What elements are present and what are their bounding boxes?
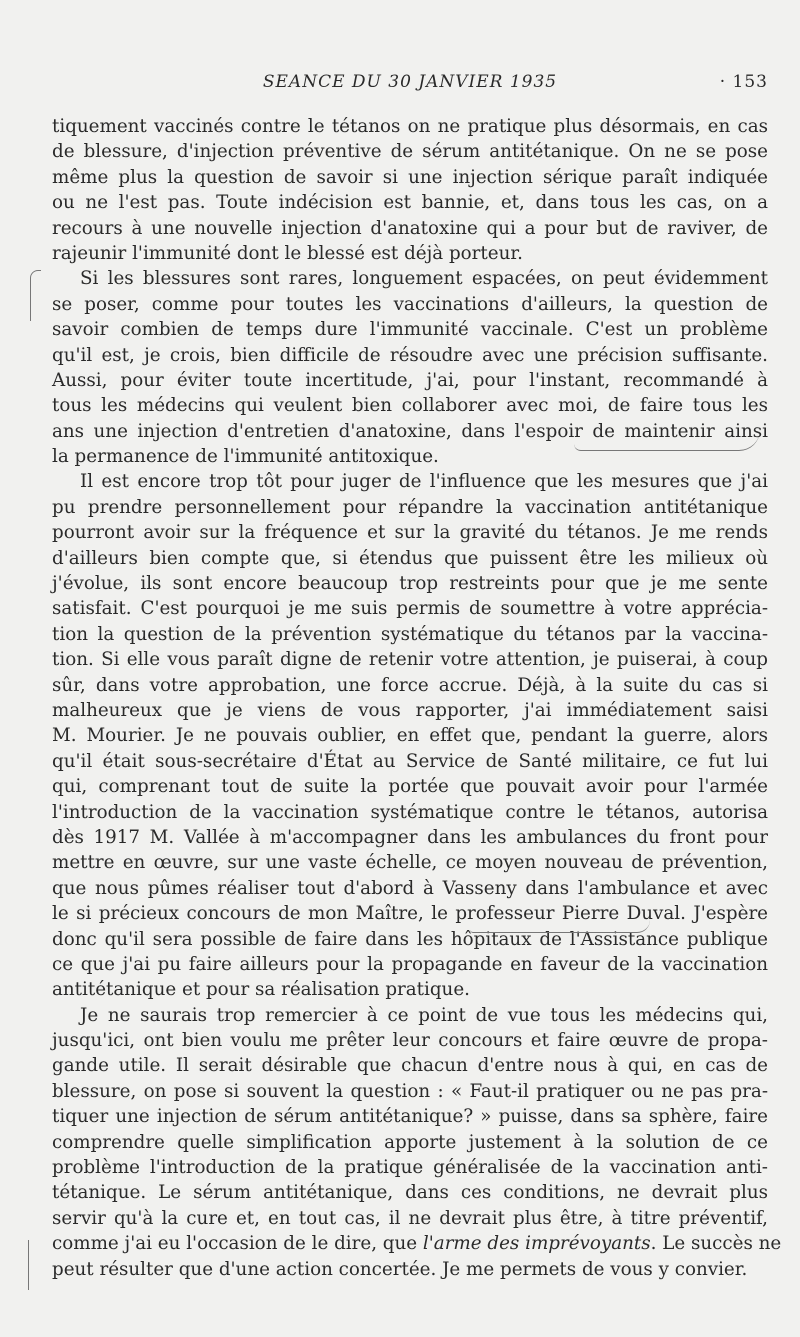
- text-line: pourront avoir sur la fréquence et sur la gravité du tétanos. Je me rends: [52, 522, 768, 544]
- text-line: malheureux que je viens de vous rapporter, j'ai immédiatement saisi: [52, 699, 768, 721]
- running-title: SEANCE DU 30 JANVIER 1935: [262, 72, 558, 92]
- text-line: comprendre quelle simplification apporte justement à la solution de ce: [52, 1131, 768, 1153]
- text-line: donc qu'il sera possible de faire dans les hôpitaux de l'Assistance publique: [52, 928, 768, 950]
- text-segment: . Le succès ne: [650, 1233, 782, 1255]
- text-line: M. Mourier. Je ne pouvais oublier, en effet que, pendant la guerre, alors: [52, 725, 768, 747]
- text-line: blessure, on pose si souvent la question : « Faut-il pratiquer ou ne pas pra-: [52, 1080, 768, 1102]
- text-line: problème l'introduction de la pratique généralisée de la vaccination anti-: [52, 1157, 768, 1179]
- text-line: recours à une nouvelle injection d'anatoxine qui a pour but de raviver, de: [52, 217, 768, 239]
- text-line: tous les médecins qui veulent bien collaborer avec moi, de faire tous les: [52, 395, 768, 417]
- text-line: ce que j'ai pu faire ailleurs pour la propagande en faveur de la vaccination: [52, 953, 768, 975]
- paragraph-1: [52, 114, 768, 266]
- pencil-underline-mark: [574, 430, 760, 451]
- text-line: Je ne saurais trop remercier à ce point de vue tous les médecins qui,: [80, 1004, 768, 1026]
- text-line: tiquement vaccinés contre le tétanos on ne pratique plus désormais, en cas: [52, 116, 768, 137]
- italic-phrase: l'arme des imprévoyants: [422, 1233, 651, 1255]
- text-line: ou ne l'est pas. Toute indécision est bannie, et, dans tous les cas, on a: [52, 192, 768, 214]
- text-line: pu prendre personnellement pour répandre la vaccination antitétanique: [52, 496, 768, 518]
- pencil-underline-mark: [470, 920, 650, 933]
- text-line: peut résulter que d'une action concertée. Je me permets de vous y convier.: [52, 1258, 748, 1280]
- text-line: qu'il est, je crois, bien difficile de résoudre avec une précision suffisante.: [52, 344, 768, 366]
- text-line: antitétanique et pour sa réalisation pratique.: [52, 979, 470, 1001]
- text-line: qui, comprenant tout de suite la portée que pouvait avoir pour l'armée: [52, 776, 768, 798]
- text-line: Si les blessures sont rares, longuement espacées, on peut évidemment: [80, 268, 768, 290]
- page-header: [52, 72, 768, 96]
- text-line: tétanique. Le sérum antitétanique, dans ces conditions, ne devrait plus: [52, 1182, 768, 1204]
- text-line: même plus la question de savoir si une injection sérique paraît indiquée: [52, 166, 768, 188]
- text-line: dès 1917 M. Vallée à m'accompagner dans les ambulances du front pour: [52, 826, 768, 848]
- text-line: servir qu'à la cure et, en tout cas, il ne devrait plus être, à titre préventif,: [52, 1207, 768, 1229]
- paragraph-3: [52, 469, 768, 1002]
- text-line-with-italic: [52, 1231, 782, 1256]
- paragraph-4: [52, 1003, 782, 1282]
- text-line: d'ailleurs bien compte que, si étendus que puissent être les milieux où: [52, 547, 768, 569]
- text-line: Aussi, pour éviter toute incertitude, j'ai, pour l'instant, recommandé à: [52, 369, 768, 391]
- text-line: qu'il était sous-secrétaire d'État au Service de Santé militaire, ce fut lui: [52, 750, 768, 772]
- text-line: Il est encore trop tôt pour juger de l'influence que les mesures que j'ai: [80, 471, 768, 493]
- text-line: jusqu'ici, ont bien voulu me prêter leur concours et faire œuvre de propa-: [52, 1030, 768, 1052]
- text-line: le si précieux concours de mon Maître, le professeur Pierre Duval. J'espère: [52, 903, 768, 925]
- text-line: gande utile. Il serait désirable que chacun d'entre nous à qui, en cas de: [52, 1055, 768, 1077]
- text-line: savoir combien de temps dure l'immunité vaccinale. C'est un problème: [52, 319, 768, 341]
- text-line: j'évolue, ils sont encore beaucoup trop restreints pour que je me sente: [52, 573, 768, 595]
- text-line: rajeunir l'immunité dont le blessé est déjà porteur.: [52, 242, 523, 264]
- text-line: l'introduction de la vaccination systématique contre le tétanos, autorisa: [52, 801, 768, 823]
- text-line: ans une injection d'entretien d'anatoxine, dans l'espoir de maintenir ainsi: [52, 420, 768, 442]
- text-line: tiquer une injection de sérum antitétanique? » puisse, dans sa sphère, faire: [52, 1106, 768, 1128]
- pencil-margin-mark: [30, 270, 41, 321]
- text-line: la permanence de l'immunité antitoxique.: [52, 446, 439, 468]
- text-line: se poser, comme pour toutes les vaccinations d'ailleurs, la question de: [52, 293, 768, 315]
- body-text: [52, 114, 782, 1282]
- text-line: tion. Si elle vous paraît digne de retenir votre attention, je puiserai, à coup: [52, 649, 768, 671]
- text-line: de blessure, d'injection préventive de sérum antitétanique. On ne se pose: [52, 141, 768, 163]
- text-line: tion la question de la prévention systématique du tétanos par la vaccina-: [52, 623, 768, 645]
- text-line: que nous pûmes réaliser tout d'abord à Vasseny dans l'ambulance et avec: [52, 877, 768, 899]
- page-number: · 153: [719, 72, 768, 92]
- text-line: satisfait. C'est pourquoi je me suis permis de soumettre à votre apprécia-: [52, 598, 768, 620]
- pencil-margin-mark: [28, 1240, 35, 1290]
- text-line: mettre en œuvre, sur une vaste échelle, ce moyen nouveau de prévention,: [52, 852, 768, 874]
- text-segment: comme j'ai eu l'occasion de le dire, que: [52, 1233, 423, 1255]
- text-line: sûr, dans votre approbation, une force accrue. Déjà, à la suite du cas si: [52, 674, 768, 696]
